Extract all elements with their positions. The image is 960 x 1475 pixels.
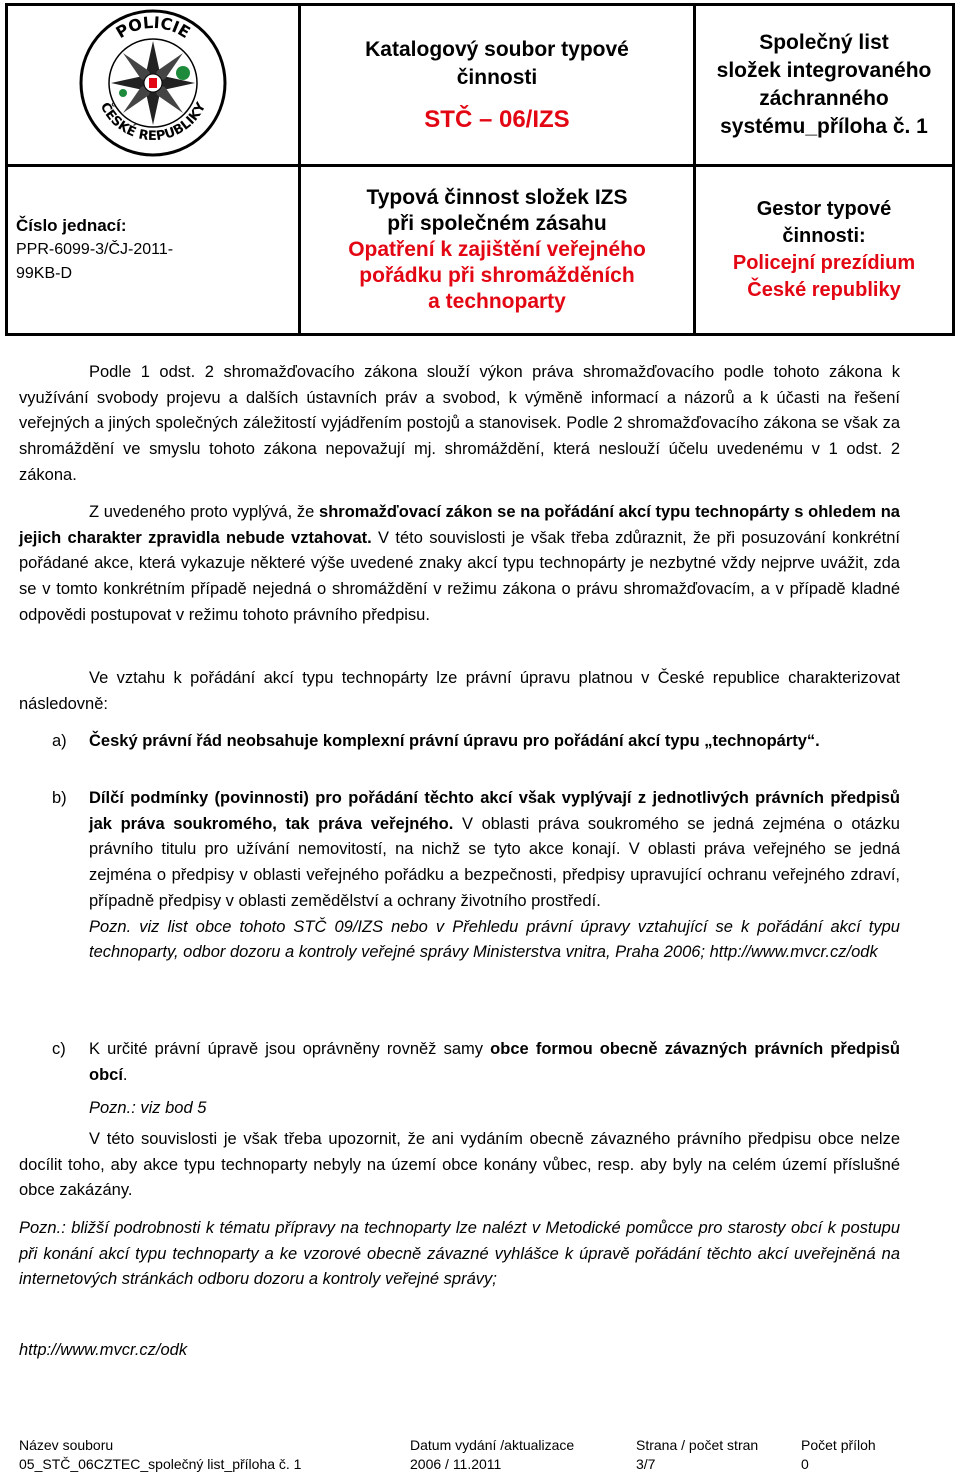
list-item-b [19, 786, 900, 966]
footer-date [410, 1436, 574, 1474]
type-red3: a technoparty [428, 290, 566, 313]
list-item-a [19, 729, 900, 755]
list-line2: složek integrovaného [716, 59, 932, 82]
list-title-cell [695, 5, 954, 166]
cj-label: Číslo jednací: [16, 216, 127, 235]
final-note-text: Pozn.: bližší podrobnosti k tématu přípravy na technoparty lze nalézt v Metodické pomůcce pro starosty obcí k postupu při konání akcí typu technoparty a ke vzorové obecně závazné vyhlášce k úpravě pořádání těchto akcí uveřejněná na internetových stránkách odboru dozoru a kontroly veřejné správy; [19, 1219, 900, 1289]
paragraph-3 [19, 666, 900, 717]
paragraph-1: Podle 1 odst. 2 shromažďovacího zákona slouží výkon práva shromažďovacího podle tohoto zákona k využívání svobody projevu a dalších ústavních práv a svobod, k výměně informací a názorů a k účasti na řešení veřejných a jiných společných záležitostí vyjádřením postojů a stanovisek. Podle 2 shromažďovacího zákona se však za shromáždění ve smyslu tohoto zákona nepovažují mj. shromáždění, která neslouží účelu uvedenému v 1 odst. 2 zákona. [19, 363, 900, 484]
type-red2: pořádku při shromážděních [359, 264, 635, 287]
gestor-red2: České republiky [747, 279, 901, 301]
gestor-line1: Gestor typové [756, 198, 892, 220]
footer-file-value: 05_STČ_06CZTEC_společný list_příloha č. 1 [19, 1456, 302, 1472]
footer-attachments [801, 1436, 876, 1474]
list-line3: záchranného [759, 87, 889, 110]
doc-title-line1: Katalogový soubor typové [365, 38, 629, 61]
final-note [19, 1216, 900, 1293]
doc-title-line2: činnosti [456, 66, 538, 89]
p2-rest: V této souvislosti je však třeba zdůraznit, že při posuzování konkrétní pořádané akce, která vykazuje některé výše uvedené znaky akcí typu technopárty je nezbytné vždy nejprve uvážit, zda se v tomto konkrétním případě nejedná o shromáždění v režimu zákona o právu shromažďovacím, a v případě kladné odpovědi postupovat v režimu tohoto právního předpisu. [19, 528, 900, 624]
svg-text:POLICIE: POLICIE [112, 12, 194, 42]
cj-value-line2: 99KB-D [16, 265, 73, 282]
p2-bold: shromažďovací zákon se na pořádání akcí typu technopárty s ohledem na jejich charakter zpravidla nebude vztahovat. [19, 503, 900, 547]
svg-text:ČESKÉ REPUBLIKY: ČESKÉ REPUBLIKY [96, 99, 210, 144]
document-title-cell [300, 5, 695, 166]
gestor-line2: činnosti: [782, 225, 866, 247]
list-item-c [19, 1037, 900, 1122]
type-red1: Opatření k zajištění veřejného [348, 238, 646, 261]
list-c-bold: obce formou obecně závazných právních předpisů obcí [89, 1040, 900, 1084]
footer-pages [636, 1436, 758, 1474]
list-c-note: Pozn.: viz bod 5 [89, 1099, 207, 1118]
footer-attachments-value: 0 [801, 1456, 809, 1472]
list-b-text: V oblasti práva soukromého se jedná zejména o otázku právního titulu pro užívání nemovitostí, na nichž se tyto akce konají. V oblasti práva veřejného se jedná zejména o předpisy v oblasti veřejného pořádku a bezpečnosti, předpisy upravující ochranu veřejného zdraví, případně předpisy v oblasti zemědělství a ochrany životního prostředí. [89, 814, 900, 910]
list-line4: systému_příloha č. 1 [720, 115, 928, 138]
list-b-note: Pozn. viz list obce tohoto STČ 09/IZS nebo v Přehledu právní úpravy vztahující se k pořádání akcí typu technoparty, odbor dozoru a kontroly veřejné správy Ministerstva vnitra, Praha 2006; http://www.mvcr.cz/odk [89, 917, 900, 962]
paragraph-2 [19, 500, 900, 629]
mvcr-link[interactable]: http://www.mvcr.cz/odk [19, 1341, 188, 1359]
footer-attachments-label: Počet příloh [801, 1437, 876, 1453]
p2-intro: Z uvedeného proto vyplývá, že [89, 503, 320, 521]
url-line [19, 1338, 900, 1364]
police-logo [78, 8, 228, 158]
gestor-cell [695, 166, 954, 335]
p4-text: V této souvislosti je však třeba upozornit, že ani vydáním obecně závazného právního předpisu obce nelze docílit toho, aby akce typu technoparty nebyly na území obce konány vůbec, resp. aby byly na celém území příslušné obce zakázány. [19, 1130, 900, 1200]
list-b-bold: Dílčí podmínky (povinnosti) pro pořádání těchto akcí však vyplývají z jednotlivých právních předpisů jak práva soukromého, tak práva veřejného. [89, 789, 900, 833]
document-body [19, 360, 900, 489]
type-line2: při společném zásahu [387, 212, 607, 235]
list-marker-b: b) [52, 789, 67, 807]
p3-text: Ve vztahu k pořádání akcí typu technopárty lze právní úpravu platnou v České republice charakterizovat následovně: [19, 669, 900, 713]
gestor-red1: Policejní prezídium [732, 252, 916, 274]
footer-date-value: 2006 / 11.2011 [410, 1456, 502, 1472]
footer-file-label: Název souboru [19, 1437, 114, 1453]
footer-date-label: Datum vydání /aktualizace [410, 1437, 575, 1453]
header-table [5, 3, 955, 336]
list-c-end: . [122, 1065, 128, 1084]
list-line1: Společný list [759, 31, 889, 54]
logo-cell [7, 5, 300, 166]
cj-value-line1: PPR-6099-3/ČJ-2011- [16, 241, 174, 258]
doc-code: STČ – 06/IZS [424, 106, 570, 133]
list-a-text: Český právní řád neobsahuje komplexní právní úpravu pro pořádání akcí typu „technopárty“. [89, 732, 820, 750]
footer-pages-label: Strana / počet stran [636, 1437, 759, 1453]
footer-pages-value: 3/7 [636, 1456, 656, 1472]
list-marker-c: c) [52, 1040, 66, 1058]
type-line1: Typová činnost složek IZS [366, 186, 628, 209]
activity-type-cell [300, 166, 695, 335]
footer-file [19, 1436, 301, 1474]
reference-number-cell [7, 166, 300, 335]
paragraph-4 [19, 1127, 900, 1204]
list-marker-a: a) [52, 732, 67, 750]
list-c-text-a: K určité právní úpravě jsou oprávněny rovněž samy [89, 1040, 491, 1058]
